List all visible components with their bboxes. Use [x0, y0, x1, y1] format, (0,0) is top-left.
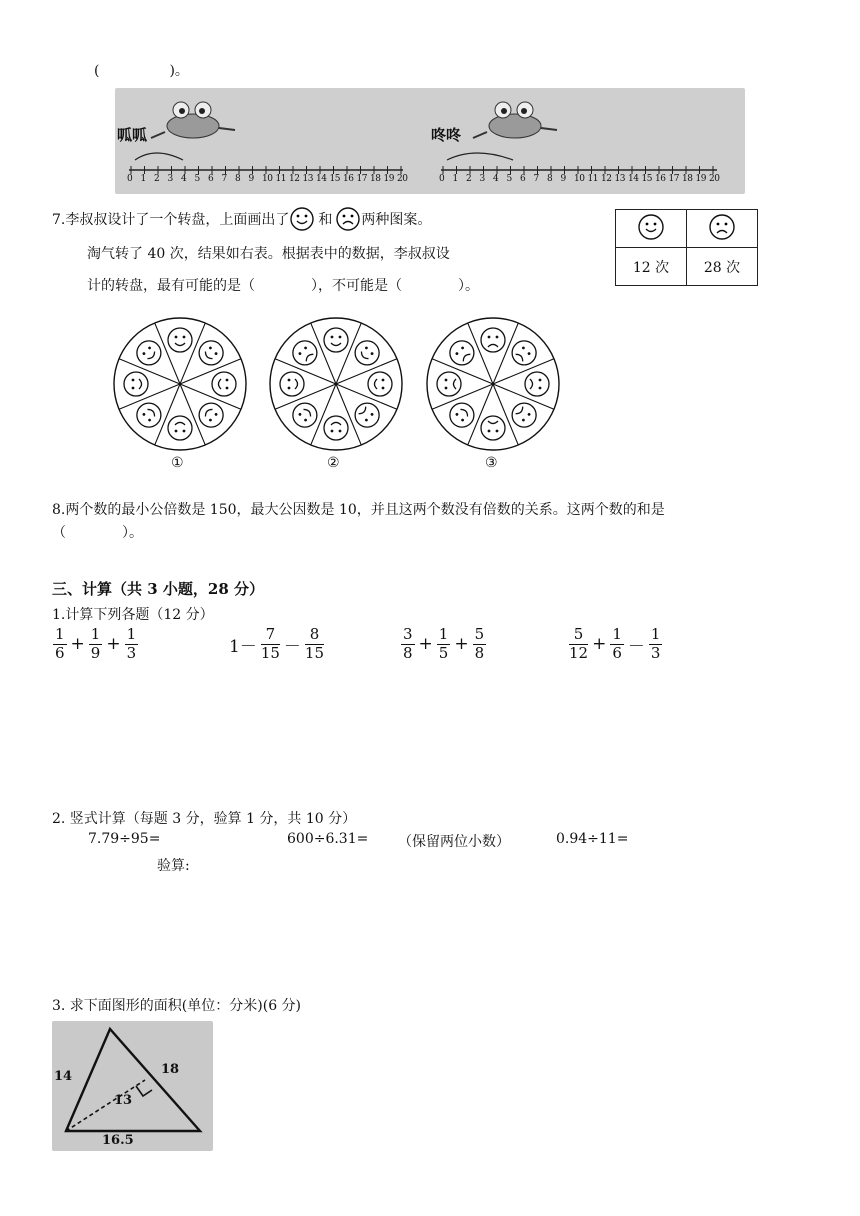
ruler-number: 6 [208, 174, 214, 184]
wheel-label-3: ③ [485, 455, 498, 471]
operator: － [283, 636, 301, 657]
frowny-face-icon [350, 398, 384, 432]
expr-lead: 1－ [229, 636, 257, 657]
fraction: $\frac{1}{6}$ [55, 625, 65, 662]
smiley-face-icon [280, 372, 304, 396]
smiley-face-icon [368, 372, 392, 396]
p2-check-label: 验算: [157, 858, 190, 874]
fraction: $\frac{5}{8}$ [474, 625, 485, 662]
tri-base: 16.5 [102, 1133, 134, 1148]
p1-title: 1.计算下列各题（12 分） [52, 607, 214, 623]
ruler-number: 5 [194, 174, 200, 184]
q7-line3: 计的转盘，最有可能的是（ ），不可能是（ ）。 [87, 278, 479, 294]
spinner-wheel-3 [427, 318, 559, 450]
ruler-number: 14 [628, 174, 639, 184]
ruler-number: 9 [248, 174, 254, 184]
ruler-number: 0 [127, 174, 133, 184]
operator: + [70, 634, 85, 655]
p3-title: 3. 求下面图形的面积(单位：分米)(6 分) [52, 998, 302, 1014]
panel-right-label: 咚咚 [431, 126, 462, 144]
ruler-number: 17 [668, 174, 679, 184]
fraction: $\frac{5}{12}$ [569, 625, 589, 662]
ruler-number: 10 [262, 174, 273, 184]
fraction: $\frac{1}{9}$ [90, 625, 101, 662]
ruler-number: 18 [682, 174, 693, 184]
ruler-number: 17 [356, 174, 367, 184]
triangle-figure [52, 1021, 213, 1151]
ruler-number: 5 [506, 174, 512, 184]
spinner-wheels [100, 316, 580, 456]
fraction: $\frac{1}{6}$ [612, 625, 622, 662]
spin-result-table [615, 209, 758, 286]
ruler-number: 4 [181, 174, 187, 184]
p2-title: 2. 竖式计算（每题 3 分，验算 1 分，共 10 分） [52, 811, 357, 827]
ruler-number: 18 [370, 174, 381, 184]
ruler-number: 4 [493, 174, 499, 184]
table-header-frowny [687, 210, 758, 248]
ruler-number: 7 [533, 174, 539, 184]
p2-item-b: 600÷6.31= [287, 831, 369, 847]
smiley-count: 12 次 [616, 248, 687, 286]
table-header-smiley [616, 210, 687, 248]
ruler-number: 16 [655, 174, 666, 184]
frog-ruler-photo [115, 88, 745, 194]
expression-2 [229, 627, 325, 662]
q7-line2: 淘气转了 40 次，结果如右表。根据表中的数据，李叔叔设 [87, 246, 450, 262]
ruler-number: 8 [235, 174, 241, 184]
smiley-face-icon [168, 416, 192, 440]
frowny-face-icon [707, 212, 737, 242]
frowny-face-icon [288, 336, 322, 370]
ruler-number: 0 [439, 174, 445, 184]
q6-answer-blank: ( )。 [94, 63, 189, 79]
wheel-label-1: ① [171, 455, 184, 471]
frowny-face-icon [525, 372, 549, 396]
wheel-label-2: ② [327, 455, 340, 471]
smiley-face-icon [324, 328, 348, 352]
q8-line2: （ ）。 [52, 525, 143, 541]
frowny-count: 28 次 [687, 248, 758, 286]
p2-item-a: 7.79÷95= [88, 831, 161, 847]
frowny-face-icon [445, 336, 479, 370]
ruler-number: 14 [316, 174, 327, 184]
ruler-number: 19 [695, 174, 706, 184]
operator: + [418, 634, 433, 655]
frog-right-icon [473, 102, 557, 138]
section3-title: 三、计算（共 3 小题，28 分） [52, 580, 264, 598]
fraction: $\frac{7}{15}$ [260, 625, 280, 662]
operator: + [592, 634, 607, 655]
expression-1 [52, 627, 139, 662]
spinner-wheel-1 [114, 318, 246, 450]
smiley-face-icon [194, 398, 228, 432]
ruler-number: 15 [641, 174, 652, 184]
ruler-number: 20 [397, 174, 408, 184]
smiley-face-icon [324, 416, 348, 440]
smiley-face-icon [168, 328, 192, 352]
ruler-number: 6 [520, 174, 526, 184]
ruler-number: 15 [329, 174, 340, 184]
ruler-number: 20 [709, 174, 720, 184]
smiley-face-icon [636, 212, 666, 242]
smiley-face-icon [124, 372, 148, 396]
fraction: $\frac{3}{8}$ [403, 625, 413, 662]
smiley-face-icon [212, 372, 236, 396]
ruler-number: 1 [452, 174, 458, 184]
q7-line1: 7.李叔叔设计了一个转盘，上面画出了 和 两种图案。 [52, 206, 431, 232]
ruler-number: 7 [221, 174, 227, 184]
frog-left-icon [151, 102, 235, 138]
ruler-number: 13 [614, 174, 625, 184]
ruler-number: 10 [574, 174, 585, 184]
operator: + [106, 634, 121, 655]
ruler-number: 3 [167, 174, 173, 184]
fraction: $\frac{1}{3}$ [650, 625, 661, 662]
frowny-face-icon [335, 206, 361, 232]
spinner-wheel-2 [270, 318, 402, 450]
ruler-number: 3 [479, 174, 485, 184]
triangle-photo [52, 1021, 213, 1151]
p2-item-b-note: （保留两位小数） [398, 834, 510, 850]
smiley-face-icon [445, 398, 479, 432]
ruler-number: 2 [466, 174, 472, 184]
q8-line1: 8.两个数的最小公倍数是 150，最大公因数是 10，并且这两个数没有倍数的关系。这两个数的和是 [52, 502, 665, 518]
operator: － [627, 636, 645, 657]
smiley-face-icon [132, 398, 166, 432]
ruler-number: 11 [587, 174, 598, 184]
expression-3 [400, 627, 487, 662]
p2-item-c: 0.94÷11= [556, 831, 629, 847]
fraction: $\frac{8}{15}$ [304, 625, 325, 662]
operator: + [454, 634, 469, 655]
frowny-face-icon [507, 336, 541, 370]
tri-side-right: 18 [161, 1062, 180, 1077]
ruler-number: 2 [154, 174, 160, 184]
frowny-face-icon [481, 416, 505, 440]
smiley-face-icon [194, 336, 228, 370]
frowny-face-icon [437, 372, 461, 396]
fraction: $\frac{1}{5}$ [438, 625, 449, 662]
ruler-number: 9 [560, 174, 566, 184]
ruler-number: 8 [547, 174, 553, 184]
ruler-number: 13 [302, 174, 313, 184]
ruler-number: 11 [275, 174, 286, 184]
fraction: $\frac{1}{3}$ [126, 625, 137, 662]
smiley-face-icon [289, 206, 315, 232]
ruler-number: 12 [601, 174, 612, 184]
smiley-face-icon [288, 398, 322, 432]
panel-left-label: 呱呱 [117, 126, 148, 144]
ruler-number: 1 [140, 174, 146, 184]
frowny-face-icon [481, 328, 505, 352]
smiley-face-icon [132, 336, 166, 370]
ruler-number: 19 [383, 174, 394, 184]
tri-height: 13 [114, 1093, 133, 1108]
smiley-face-icon [350, 336, 384, 370]
expression-4 [568, 627, 663, 662]
frowny-face-icon [507, 398, 541, 432]
tri-side-left: 14 [54, 1069, 73, 1084]
ruler-number: 12 [289, 174, 300, 184]
ruler-number: 16 [343, 174, 354, 184]
